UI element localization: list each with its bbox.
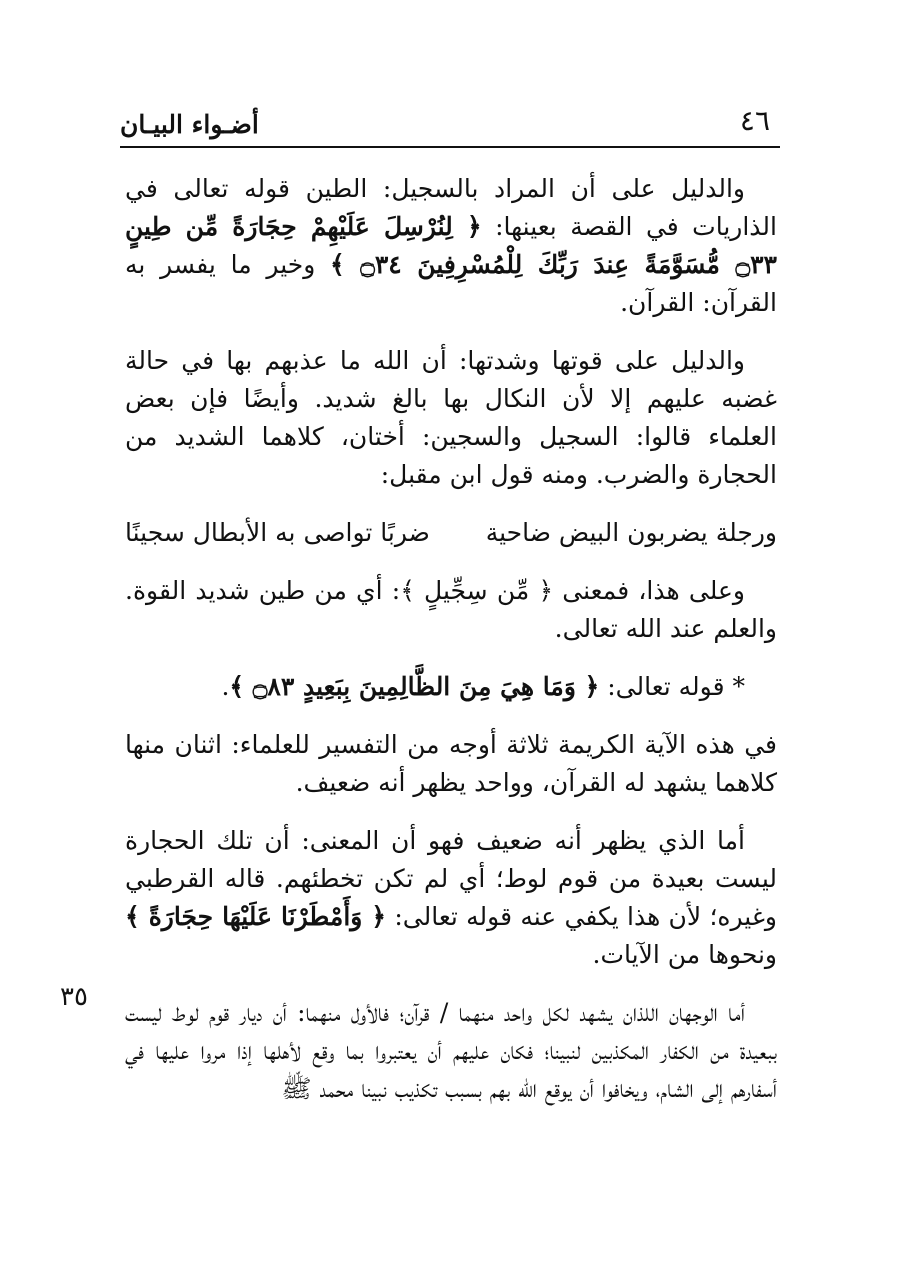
paragraph-4-text: * قوله تعالى:: [599, 672, 745, 701]
paragraph-6: [125, 822, 777, 974]
poem-verse: [125, 514, 777, 552]
paragraph-2: والدليل على قوتها وشدتها: أن الله ما عذبهم بها في حالة غضبه عليهم إلا لأن النكال بها بالغ شديد. وأيضًا فإن بعض العلماء قالوا: السجيل والسجين: أختان، كلاهما الشديد من الحجارة والضرب. ومنه قول ابن مقبل:: [125, 346, 777, 489]
page-header: [120, 100, 780, 148]
quran-verse-2: ﴿ وَمَا هِيَ مِنَ الظَّالِمِينَ بِبَعِيدٍ ۝٨٣ ﴾: [229, 672, 600, 701]
quran-verse-3: ﴿ وَأَمْطَرْنَا عَلَيْهَا حِجَارَةً ﴾: [125, 902, 387, 931]
paragraph-5: في هذه الآية الكريمة ثلاثة أوجه من التفسير للعلماء: اثنان منها كلاهما يشهد له القرآن، وواحد يظهر أنه ضعيف.: [125, 730, 778, 797]
paragraph-7: أما الوجهان اللذان يشهد لكل واحد منهما / قرآن؛ فالأول منهما: أن ديار قوم لوط ليست ببعيدة من الكفار المكذبين لنبينا؛ فكان عليهم أن يعتبروا بما وقع لأهلها إذا مروا عليها في أسفارهم إلى الشام، ويخافوا أن يوقع الله بهم بسبب تكذيب نبينا محمد ﷺ: [125, 998, 777, 1103]
running-title: أضـواء البيـان: [120, 110, 259, 139]
poem-hemistich-2: ضربًا تواصى به الأبطال سجينًا: [125, 518, 430, 547]
paragraph-6-text: أما الذي يظهر أنه ضعيف فهو أن المعنى: أن تلك الحجارة ليست بعيدة من قوم لوط؛ أي لم تكن تخطئهم. قاله القرطبي وغيره؛ لأن هذا يكفي عنه قوله تعالى:: [125, 826, 778, 931]
page-body: [125, 170, 777, 1128]
paragraph-1-text: والدليل على أن المراد بالسجيل: الطين قوله تعالى في الذاريات في القصة بعينها:: [125, 174, 777, 241]
page-number: ٤٦: [739, 104, 770, 137]
paragraph-3: وعلى هذا، فمعنى ﴿ مِّن سِجِّيلٍ ﴾: أي من طين شديد القوة. والعلم عند الله تعالى.: [125, 576, 777, 643]
margin-page-reference: ٣٥: [60, 982, 88, 1012]
quran-verse-1: ﴿ لِنُرْسِلَ عَلَيْهِمْ حِجَارَةً مِّن طِينٍ ۝٣٣ مُّسَوَّمَةً عِندَ رَبِّكَ لِلْمُسْرِفِينَ ۝٣٤ ﴾: [125, 212, 777, 279]
paragraph-1: [125, 170, 777, 322]
paragraph-6-text-end: ونحوها من الآيات.: [592, 940, 777, 969]
poem-hemistich-1: ورجلة يضربون البيض ضاحية: [485, 518, 777, 547]
paragraph-4-text-end: .: [221, 672, 230, 701]
paragraph-4: [125, 668, 777, 706]
paragraph-1-text-end: وخير ما يفسر به القرآن: القرآن.: [125, 250, 777, 317]
